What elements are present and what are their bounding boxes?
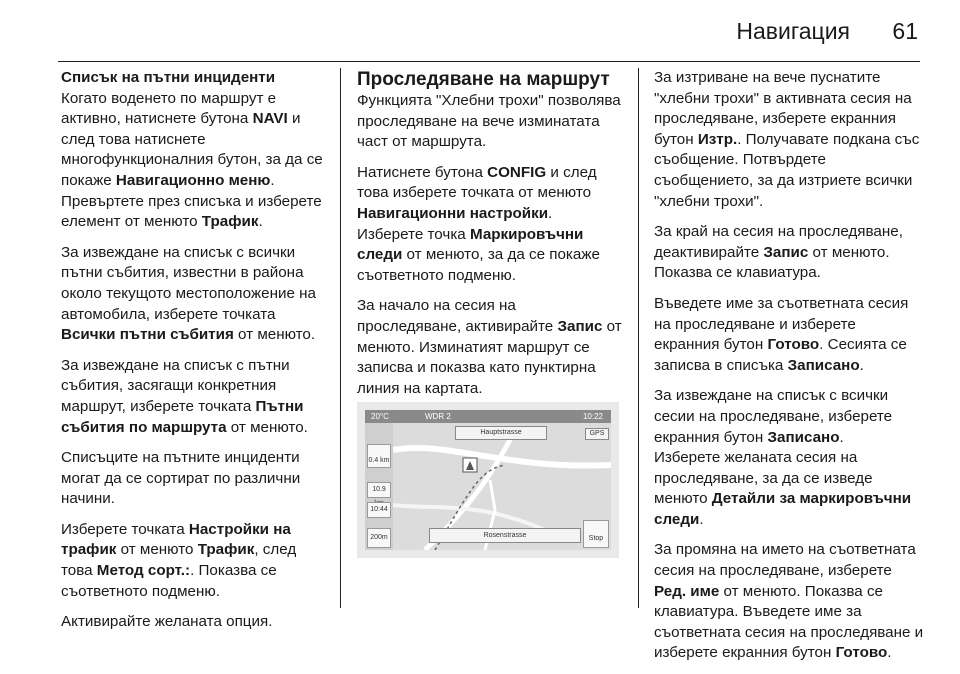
column-3: [654, 68, 924, 674]
street-label-top: Hauptstrasse: [455, 426, 547, 440]
column-1: [61, 68, 323, 643]
paragraph: За извеждане на списък с пътни събития, засягащи конкретния маршрут, изберете точката Пътни събития по маршрута от менюто.: [61, 356, 308, 436]
page-title: Навигация: [736, 18, 850, 44]
paragraph: Активирайте желаната опция.: [61, 613, 273, 631]
paragraph: Списъците на пътните инциденти могат да се сортират по различни начини.: [61, 449, 301, 508]
street-label-bottom: Rosenstrasse: [429, 528, 581, 543]
map-screen: [365, 410, 611, 550]
navigation-screen-illustration: [357, 402, 619, 558]
temperature: 20°C: [371, 412, 389, 421]
stop-button: Stop: [583, 520, 609, 548]
column-2: [357, 68, 623, 409]
column-divider: [638, 68, 639, 608]
eta-box: 10:44: [367, 502, 391, 518]
page-header: [0, 0, 960, 58]
clock: 10:22: [582, 412, 603, 421]
section-heading: Проследяване на маршрут: [357, 69, 610, 90]
paragraph: Когато воденето по маршрут е активно, натиснете бутона NAVI и след това натиснете многофункционалния бутон, за да се покаже Навигационно меню.: [61, 89, 323, 189]
header-rule: [58, 61, 920, 62]
paragraph: Превъртете през списъка и изберете елемент от менюто Трафик.: [61, 192, 322, 231]
paragraph: За изтриване на вече пуснатите "хлебни трохи" в активната сесия на проследяване, изберете екранния бутон Изтр.. Получавате подкана със съобщение. Потвърдете съобщението, за да изтриете всички "хлебни трохи".: [654, 69, 920, 210]
paragraph: Изберете точката Настройки на трафик от менюто Трафик, след това Метод сорт.:. Показва се съответното подменю.: [61, 520, 297, 600]
paragraph: За извеждане на списък с всички пътни събития, известни в района около текущото местоположение на автомобила, изберете точката Всички пътни събития от менюто.: [61, 243, 316, 344]
paragraph: Функцията "Хлебни трохи" позволява проследяване на вече изминатата част от маршрута.: [357, 92, 621, 151]
paragraph: Натиснете бутона CONFIG и след това изберете точката от менюто Навигационни настройки.: [357, 163, 597, 222]
paragraph: За начало на сесия на проследяване, активирайте Запис от менюто. Изминатият маршрут се записва и показва като пунктирна линия на картата.: [357, 297, 622, 397]
position-marker-icon: [461, 456, 481, 476]
page-number: 61: [892, 18, 918, 44]
distance-box-1: 0.4 km: [367, 444, 391, 468]
distance-box-3: 200m: [367, 528, 391, 548]
paragraph: За промяна на името на съответната сесия на проследяване, изберете Ред. име от менюто. Показва се клавиатура. Въведете име за съответната сесия на проследяване и изберете екранния бутон Готово.: [654, 541, 924, 662]
radio-station: WDR 2: [425, 412, 451, 421]
column-divider: [340, 68, 341, 608]
paragraph: Въведете име за съответната сесия на проследяване и изберете екранния бутон Готово. Сесията се записва в списъка Записано.: [654, 294, 909, 374]
paragraph: За край на сесия на проследяване, деактивирайте Запис от менюто. Показва се клавиатура.: [654, 223, 903, 282]
gps-button: GPS: [585, 428, 609, 440]
distance-box-2: 10.9: [367, 482, 391, 498]
section-heading: Списък на пътни инциденти: [61, 69, 276, 86]
status-bar: [365, 410, 611, 423]
paragraph: Изберете желаната сесия на проследяване, за да се изведе менюто Детайли за маркировъчни следи.: [654, 449, 912, 528]
paragraph: За извеждане на списък с всички сесии на проследяване, изберете екранния бутон Записано.: [654, 387, 893, 446]
paragraph: Изберете точка Маркировъчни следи от менюто, за да се покаже съответното подменю.: [357, 225, 600, 284]
